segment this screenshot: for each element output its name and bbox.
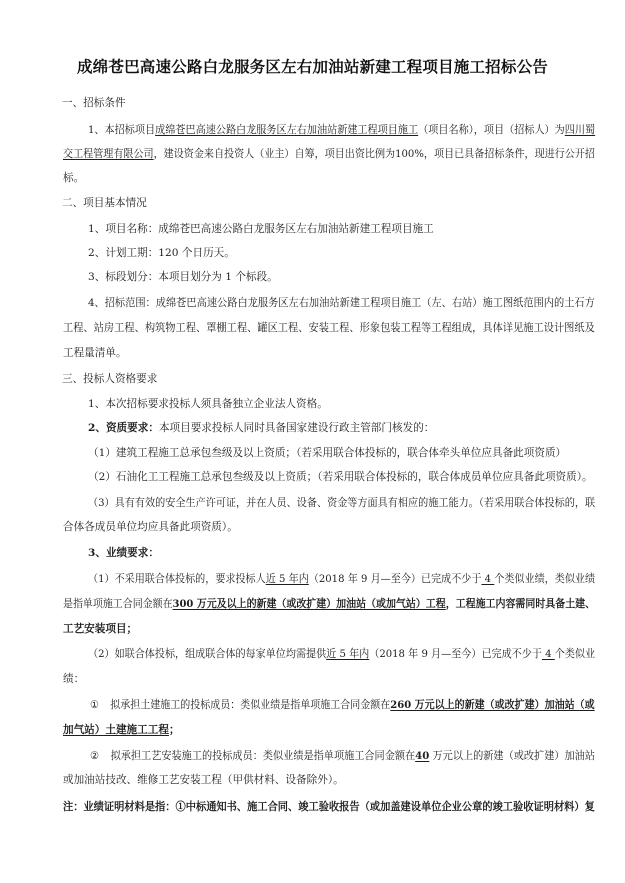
tenderer-name-part-2: 交工程管理有限公司: [63, 148, 154, 160]
s2-item-3: 3、标段划分：本项目划分为 1 个标段。: [88, 271, 278, 283]
s2-item-4-line-2: 工程、站房工程、构筑物工程、罩棚工程、罐区工程、安装工程、形象包装工程等工程组成，具体详见施工设计图纸及: [63, 322, 595, 334]
s1-paragraph-line-2: 交工程管理有限公司，建设资金来自投资人（业主）自筹，项目出资比例为100%，项目已具备招标条件，现进行公开招: [63, 148, 595, 160]
s3-exp-1-line-2: 是指单项施工合同金额在300 万元及以上的新建（或改扩建）加油站（或加气站）工程，工程施工内容需同时具备土建、: [63, 598, 596, 610]
s3-case-2-line-2: 或加油站技改、维修工艺安装工程（甲供材料、设备除外）。: [63, 774, 344, 786]
s3-exp-1-line-3: 工艺安装项目；: [63, 623, 138, 635]
s1-paragraph-line-3: 标。: [63, 172, 85, 184]
s2-item-4-line-3: 工程量清单。: [63, 347, 127, 359]
s3-case-1-line-2: 加气站）土建施工工程；: [63, 724, 180, 736]
s3-case-2-line-1: ② 拟承担工艺安装施工的投标成员：类似业绩是指单项施工合同金额在40 万元以上的新建（或改扩建）加油站: [90, 750, 595, 762]
project-name: 成绵苍巴高速公路白龙服务区左右加油站新建工程项目施工: [155, 124, 419, 136]
document-title: 成绵苍巴高速公路白龙服务区左右加油站新建工程项目施工招标公告: [76, 58, 548, 76]
s3-case-1-line-1: ① 拟承担土建施工的投标成员：类似业绩是指单项施工合同金额在260 万元以上的新建（或改扩建）加油站（或: [90, 699, 595, 711]
s3-exp-1-line-1: （1）不采用联合体投标的，要求投标人近 5 年内（2018 年 9 月—至今）已完成不少于 4 个类似业绩，类似业绩: [88, 573, 596, 585]
s3-qual-1: （1）建筑工程施工总承包叁级及以上资质；（若采用联合体投标的，联合体牵头单位应具备此项资质）: [88, 447, 567, 459]
section-2-heading: 二、项目基本情况: [62, 197, 147, 209]
s2-item-4-line-1: 4、招标范围：成绵苍巴高速公路白龙服务区左右加油站新建工程项目施工（左、右站）施工图纸范围内的土石方: [88, 297, 595, 309]
s3-qual-3-line-2: 合体各成员单位均应具备此项资质）。: [63, 521, 238, 533]
section-3-heading: 三、投标人资格要求: [62, 373, 158, 385]
s3-req-3: 3、业绩要求：: [88, 547, 159, 559]
s3-req-1: 1、本次招标要求投标人须具备独立企业法人资格。: [88, 398, 328, 410]
s3-qual-3-line-1: （3）具有有效的安全生产许可证，并在人员、设备、资金等方面具有相应的施工能力。（若采用联合体投标的，联: [88, 497, 596, 509]
s3-exp-2-line-1: （2）如联合体投标，组成联合体的每家单位均需提供近 5 年内（2018 年 9 月—至今）已完成不少于 4 个类似业: [88, 648, 596, 660]
s1-paragraph-line-1: 1、本招标项目成绵苍巴高速公路白龙服务区左右加油站新建工程项目施工（项目名称），项目（招标人）为四川蜀: [88, 124, 596, 136]
s2-item-2: 2、计划工期：120 个日历天。: [88, 247, 235, 259]
s2-item-1: 1、项目名称：成绵苍巴高速公路白龙服务区左右加油站新建工程项目施工: [88, 223, 434, 235]
section-1-heading: 一、招标条件: [62, 97, 126, 109]
s3-exp-2-line-2: 绩：: [63, 673, 85, 685]
s3-qual-2: （2）石油化工工程施工总承包叁级及以上资质；（若采用联合体投标的，联合体成员单位应具备此项资质）。: [88, 471, 593, 483]
tenderer-name-part-1: 四川蜀: [564, 124, 596, 136]
s3-req-2: 2、资质要求：本项目要求投标人同时具备国家建设行政主管部门核发的：: [88, 422, 435, 434]
s3-note: 注：业绩证明材料是指：①中标通知书、施工合同、竣工验收报告（或加盖建设单位企业公章的竣工验收证明材料）复: [63, 801, 595, 813]
